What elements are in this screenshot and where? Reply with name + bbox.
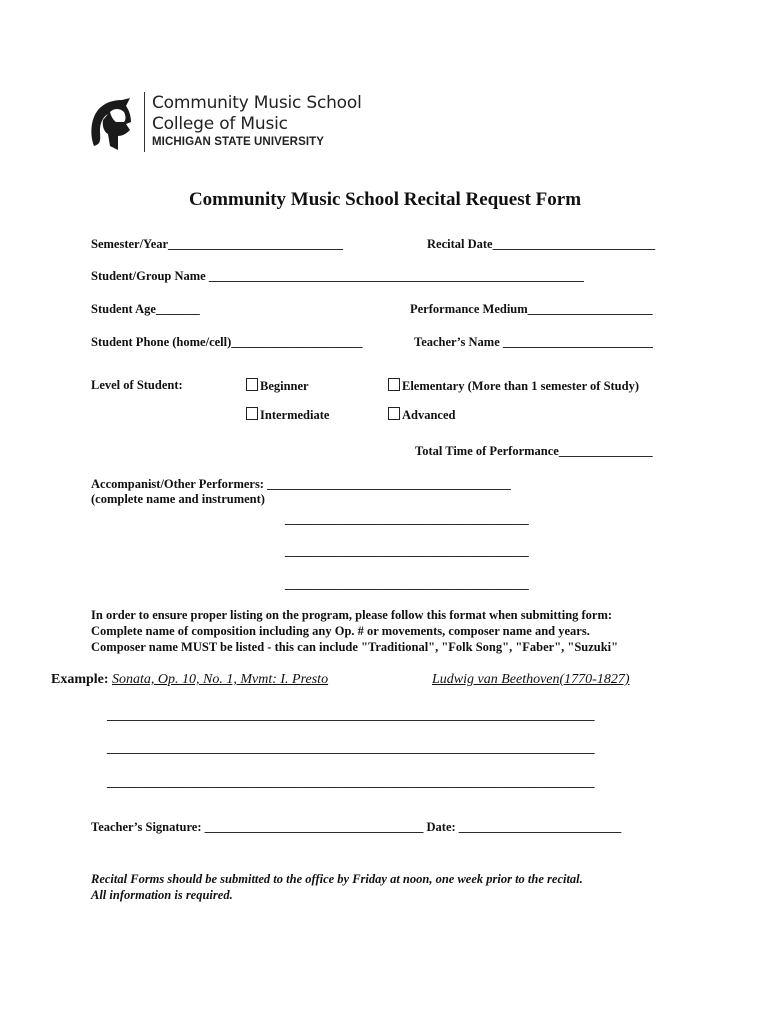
instructions-line-1: In order to ensure proper listing on the program, please follow this format when submitting form:: [91, 608, 613, 622]
submission-note-line-1: Recital Forms should be submitted to the office by Friday at noon, one week prior to the recital.: [91, 872, 583, 886]
teachers-name-field[interactable]: Teacher’s Name ________________________: [414, 335, 653, 349]
beginner-label: Beginner: [260, 379, 309, 393]
instructions-line-2: Complete name of composition including any Op. # or movements, composer name and years.: [91, 624, 590, 638]
level-of-student-label: Level of Student:: [91, 378, 183, 392]
composition-entry-line-3[interactable]: ______________________________________________________________________________: [107, 775, 595, 789]
submission-note-line-2: All information is required.: [91, 888, 233, 902]
accompanist-field[interactable]: Accompanist/Other Performers: _______________________________________: [91, 477, 511, 491]
example-composition: Sonata, Op. 10, No. 1, Mvmt: I. Presto: [112, 672, 329, 687]
spartan-helmet-logo: [86, 96, 134, 154]
accompanist-line-2[interactable]: _______________________________________: [285, 512, 529, 526]
advanced-option[interactable]: [388, 407, 455, 423]
example-label: Example:: [51, 672, 109, 687]
student-phone-field[interactable]: Student Phone (home/cell)_____________________: [91, 335, 363, 349]
student-age-field[interactable]: Student Age_______: [91, 302, 200, 316]
logo-university-name: MICHIGAN STATE UNIVERSITY: [152, 136, 325, 148]
instructions-line-3: Composer name MUST be listed - this can include "Traditional", "Folk Song", "Faber", "Suzuki": [91, 640, 619, 654]
logo-divider: [144, 92, 145, 152]
advanced-checkbox[interactable]: [388, 407, 400, 420]
accompanist-note: (complete name and instrument): [91, 492, 265, 506]
accompanist-line-3[interactable]: _______________________________________: [285, 544, 529, 558]
performance-medium-field[interactable]: Performance Medium____________________: [410, 302, 653, 316]
semester-year-field[interactable]: Semester/Year____________________________: [91, 237, 344, 251]
elementary-option[interactable]: [388, 378, 639, 394]
logo-college-name: College of Music: [152, 114, 288, 134]
composition-entry-line-2[interactable]: ______________________________________________________________________________: [107, 741, 595, 755]
beginner-option[interactable]: [246, 378, 309, 394]
student-group-name-field[interactable]: Student/Group Name ____________________________________________________________: [91, 269, 584, 283]
elementary-label: Elementary (More than 1 semester of Study): [402, 379, 639, 393]
form-title: Community Music School Recital Request Form: [188, 189, 582, 210]
intermediate-label: Intermediate: [260, 408, 330, 422]
example-composer: Ludwig van Beethoven(1770-1827): [432, 672, 630, 687]
accompanist-line-4[interactable]: _______________________________________: [285, 577, 529, 591]
recital-date-field[interactable]: Recital Date__________________________: [427, 237, 656, 251]
intermediate-checkbox[interactable]: [246, 407, 258, 420]
composition-entry-line-1[interactable]: ______________________________________________________________________________: [107, 708, 595, 722]
teacher-signature-field[interactable]: Teacher’s Signature: ___________________________________ Date: __________________________: [91, 820, 622, 834]
advanced-label: Advanced: [402, 408, 456, 422]
intermediate-option[interactable]: [246, 407, 329, 423]
logo-school-name: Community Music School: [152, 93, 362, 113]
beginner-checkbox[interactable]: [246, 378, 258, 391]
elementary-checkbox[interactable]: [388, 378, 400, 391]
total-time-field[interactable]: Total Time of Performance_______________: [415, 444, 653, 458]
